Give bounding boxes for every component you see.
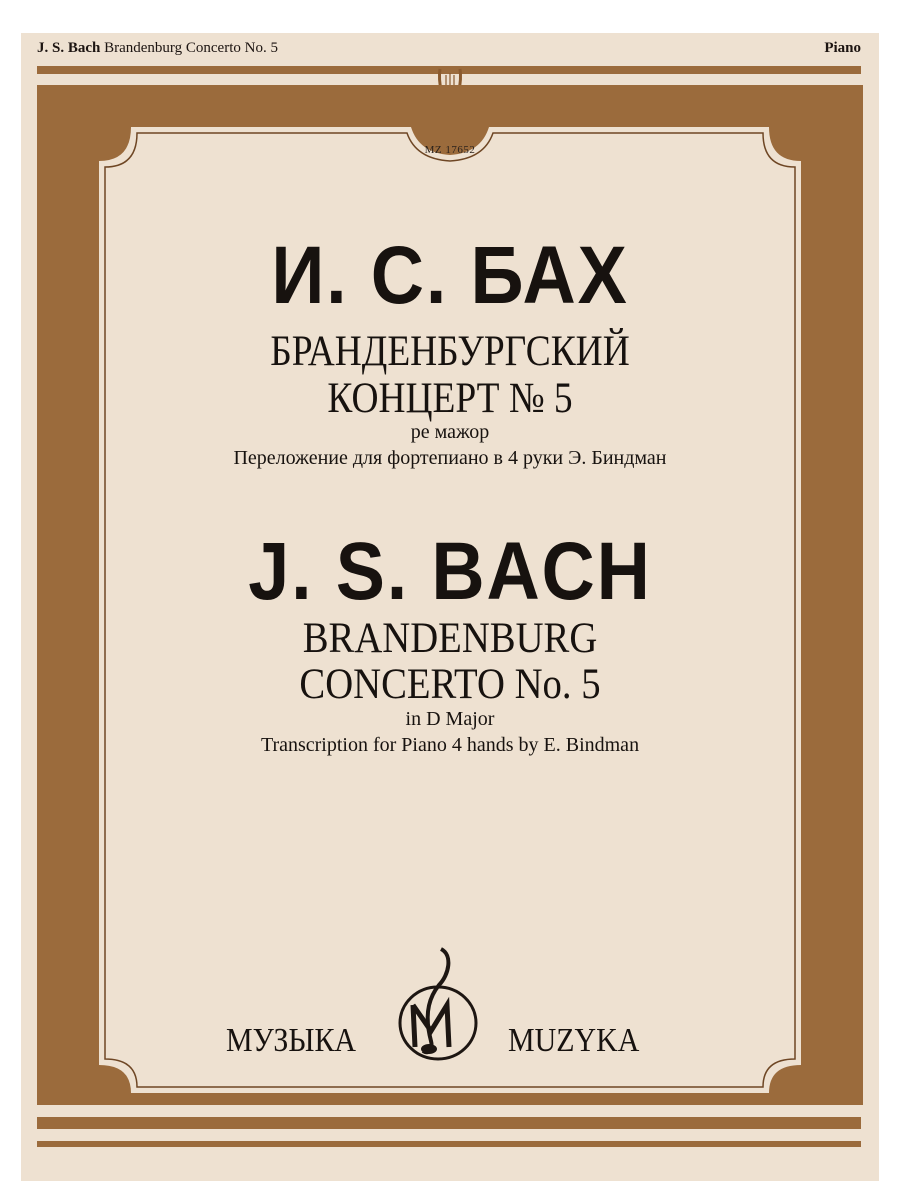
key-ru: ре мажор [410, 421, 490, 443]
key-en: in D Major [405, 708, 495, 730]
bottom-rule [37, 1117, 861, 1129]
composer-name-ru: И. С. БАХ [271, 230, 629, 321]
sheet-music-cover [21, 33, 879, 1181]
bottom-rule-thin [37, 1141, 861, 1147]
title-ru-line1: БРАНДЕНБУРГСКИЙ [270, 328, 630, 375]
catalog-number: MZ 17652 [424, 144, 476, 156]
composer-name-en: J. S. BACH [248, 526, 652, 617]
transcription-en: Transcription for Piano 4 hands by E. Bindman [260, 734, 640, 756]
publisher-name-ru: МУЗЫКА [226, 1022, 357, 1059]
header-instrument: Piano [824, 40, 861, 56]
transcription-ru: Переложение для фортепиано в 4 руки Э. Биндман [233, 447, 667, 469]
publisher-logo-icon [383, 945, 493, 1065]
title-ru-line2: КОНЦЕРТ № 5 [327, 375, 573, 422]
title-en-line2: CONCERTO No. 5 [299, 661, 601, 708]
header-composer: J. S. Bach [37, 40, 101, 56]
header-work: Brandenburg Concerto No. 5 [104, 40, 278, 56]
title-en-line1: BRANDENBURG [302, 615, 598, 662]
publisher-name-en: MUZYKA [508, 1022, 640, 1059]
